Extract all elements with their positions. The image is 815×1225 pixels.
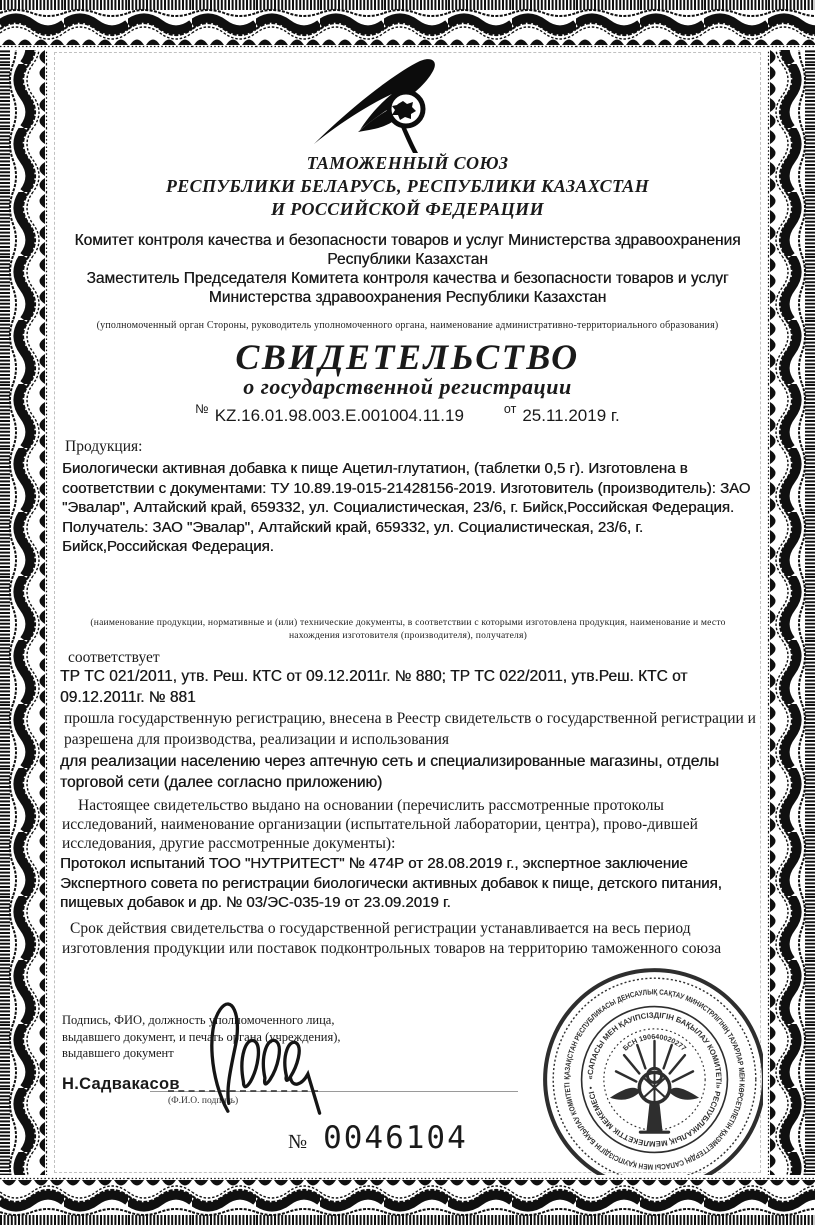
union-title-line: И РОССИЙСКОЙ ФЕДЕРАЦИИ: [271, 199, 544, 219]
registration-text: прошла государственную регистрацию, внесена в Реестр свидетельств о государственной регистрации и разрешена для производства, реализации и использования: [64, 710, 756, 748]
guilloche-border-top: [0, 0, 815, 50]
guilloche-border-left: [0, 0, 52, 1225]
authority-paragraph: Комитет контроля качества и безопасности товаров и услуг Министерства здравоохранения Республики Казахстан: [74, 232, 741, 268]
signature-note: Подпись, ФИО, должность уполномоченного лица, выдавшего документ, и печать органа (учреждения), выдавшего документ: [62, 1013, 341, 1060]
certificate-date: 25.11.2019 г.: [522, 406, 620, 425]
signature-caption: (Ф.И.О. подпись): [168, 1096, 239, 1106]
stamp-bin-text: БСН 190640020277: [621, 1032, 688, 1053]
authority-caption: (уполномоченный орган Стороны, руководитель уполномоченного органа, наименование административно-территориального образования): [96, 320, 719, 331]
official-round-stamp: [537, 962, 772, 1197]
validity-text: Срок действия свидетельства о государственной регистрации устанавливается на весь период изготовления продукции или поставок подконтрольных товаров на территорию таможенного союза: [62, 920, 722, 957]
date-word: от: [503, 402, 517, 416]
certificate-number-row: [55, 402, 760, 426]
guilloche-border-right: [763, 0, 815, 1225]
product-text: Биологически активная добавка к пище Ацетил-глутатион, (таблетки 0,5 г). Изготовлена в соответствии с документами: ТУ 10.89.19-015-21428156-2019. Изготовитель (производитель): ЗАО "Эвалар", Алтайский край, 659332, ул. Социалистическая, 23/6, г. Бийск,Российская Федерация. Получатель: ЗАО "Эвалар", Алтайский край, 659332, ул. Социалистическая, 23/6, г. Бийск,Российская Федерация.: [62, 460, 751, 555]
stamp-center-emblem-icon: [610, 1041, 699, 1132]
customs-union-swallow-logo-icon: [300, 52, 540, 157]
product-label: Продукция:: [65, 438, 143, 455]
conforms-text: ТР ТС 021/2011, утв. Реш. КТС от 09.12.2011г. № 880; ТР ТС 022/2011, утв.Реш. КТС от 09.12.2011г. № 881: [60, 668, 688, 706]
number-sign: №: [195, 402, 209, 416]
form-number-digits: 0046104: [323, 1120, 468, 1156]
union-title-line: РЕСПУБЛИКИ БЕЛАРУСЬ, РЕСПУБЛИКИ КАЗАХСТАН: [165, 176, 650, 196]
authority-block: [55, 231, 760, 307]
basis-text: Настоящее свидетельство выдано на основании (перечислить рассмотренные протоколы исследований, наименование организации (испытательной лаборатории, центра), прово-дившей исследования, другие рассмотренные документы):: [62, 797, 698, 852]
form-number-row: [288, 1120, 468, 1156]
union-title-line: ТАМОЖЕННЫЙ СОЮЗ: [306, 153, 509, 173]
protocol-text: Протокол испытаний ТОО "НУТРИТЕСТ" № 474Р от 28.08.2019 г., экспертное заключение Экспертного совета по регистрации биологически активных добавок к пище, детского питания, пищевых добавок и др. № 03/ЭС-035-19 от 23.09.2019 г.: [60, 855, 722, 911]
stamp-outer-text: ҚАЗАҚСТАН РЕСПУБЛИКАСЫ ДЕНСАУЛЫҚ САҚТАУ МИНИСТРЛІГІНІҢ ТАУАРЛАР МЕН КӨРСЕТІЛЕТІН ҚЫЗМЕТТЕРДІҢ САПАСЫ МЕН ҚАУІПСІЗДІГІН БАҚЫЛАУ КОМИТЕТІ: [562, 987, 747, 1172]
handwritten-signature: [198, 996, 326, 1118]
guilloche-border-bottom: [0, 1175, 815, 1225]
form-number-sign: №: [288, 1131, 308, 1153]
realization-text: для реализации населению через аптечную сеть и специализированные магазины, отделы торговой сети (далее согласно приложению): [60, 753, 719, 791]
certificate-subtitle: о государственной регистрации: [243, 374, 572, 399]
product-caption: (наименование продукции, нормативные и (или) технические документы, в соответствии с которыми изготовлена продукция, наименование и место нахождения изготовителя (производителя), получателя): [90, 617, 726, 641]
certificate-number: KZ.16.01.98.003.E.001004.11.19: [214, 406, 464, 425]
authority-paragraph: Заместитель Председателя Комитета контроля качества и безопасности товаров и услуг Министерства здравоохранения Республики Казахстан: [86, 270, 729, 306]
signer-name: Н.Садвакасов: [62, 1075, 180, 1093]
union-title-block: [55, 152, 760, 221]
conforms-label: соответствует: [68, 649, 160, 666]
stamp-inner-text: «САПАСЫ МЕН ҚАУІПСІЗДІГІН БАҚЫЛАУ КОМИТЕТІ» РЕСПУБЛИКАЛЫҚ МЕМЛЕКЕТТІК МЕКЕМЕСІ •: [585, 1010, 724, 1149]
certificate-title: СВИДЕТЕЛЬСТВО: [235, 337, 580, 377]
